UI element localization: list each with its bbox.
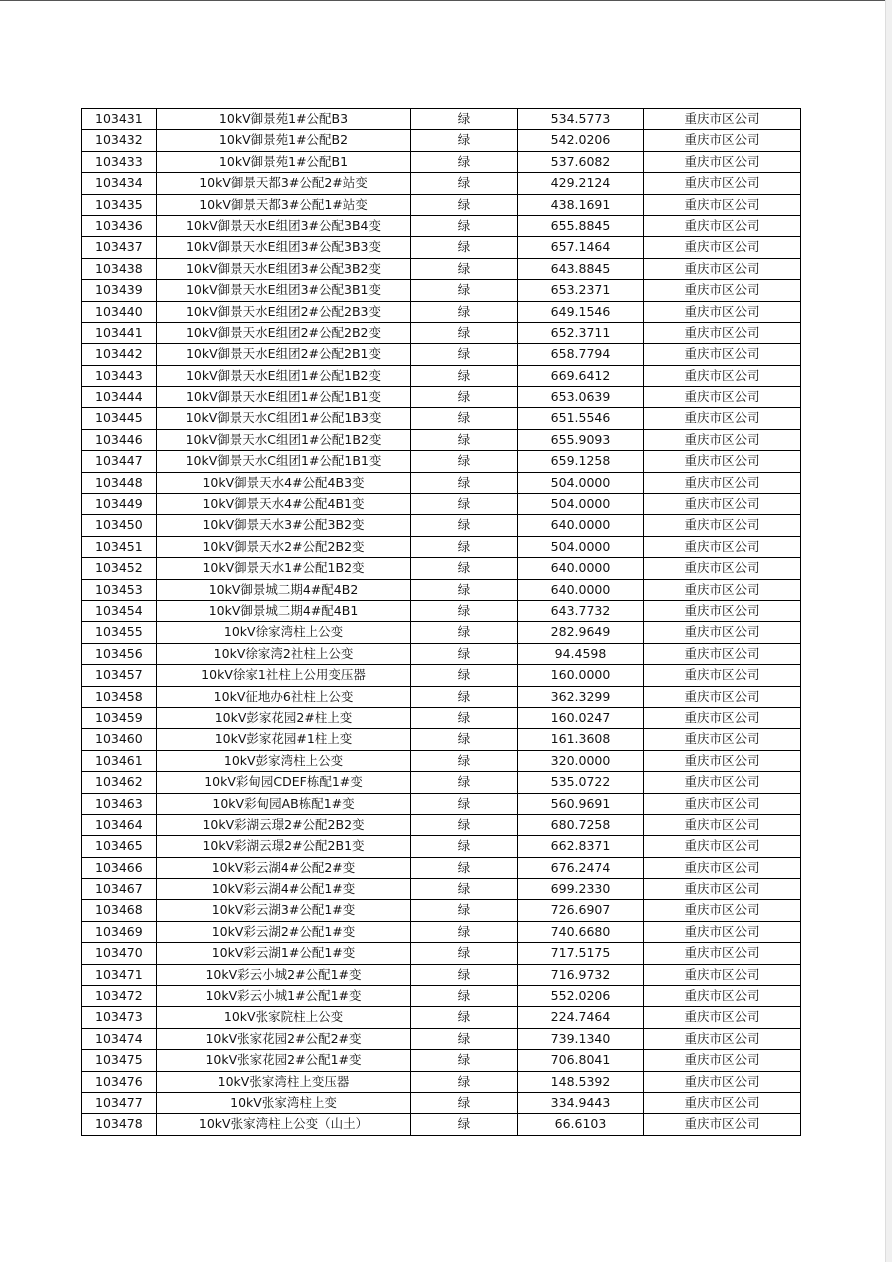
company-name-cell: 重庆市区公司 [644,579,801,600]
company-name-cell: 重庆市区公司 [644,814,801,835]
table-row [82,472,801,493]
capacity-value-cell: 680.7258 [518,814,644,835]
row-id-cell: 103437 [82,237,157,258]
color-grade-cell: 绿 [411,686,518,707]
table-row [82,322,801,343]
row-id-cell: 103447 [82,451,157,472]
transformer-name-cell: 10kV张家湾柱上公变（山土） [157,1114,411,1135]
capacity-value-cell: 717.5175 [518,943,644,964]
capacity-value-cell: 160.0247 [518,707,644,728]
capacity-value-cell: 653.2371 [518,280,644,301]
company-name-cell: 重庆市区公司 [644,558,801,579]
transformer-name-cell: 10kV彭家花园#1柱上变 [157,729,411,750]
table-row [82,686,801,707]
capacity-value-cell: 651.5546 [518,408,644,429]
row-id-cell: 103454 [82,600,157,621]
capacity-value-cell: 652.3711 [518,322,644,343]
capacity-value-cell: 657.1464 [518,237,644,258]
table-row [82,536,801,557]
table-row [82,515,801,536]
company-name-cell: 重庆市区公司 [644,1050,801,1071]
transformer-name-cell: 10kV彩湖云璟2#公配2B1变 [157,836,411,857]
company-name-cell: 重庆市区公司 [644,1007,801,1028]
row-id-cell: 103458 [82,686,157,707]
color-grade-cell: 绿 [411,1114,518,1135]
transformer-name-cell: 10kV彭家花园2#柱上变 [157,707,411,728]
transformer-name-cell: 10kV御景苑1#公配B3 [157,109,411,130]
color-grade-cell: 绿 [411,643,518,664]
transformer-name-cell: 10kV彭家湾柱上公变 [157,750,411,771]
row-id-cell: 103435 [82,194,157,215]
color-grade-cell: 绿 [411,387,518,408]
capacity-value-cell: 148.5392 [518,1071,644,1092]
table-row [82,879,801,900]
company-name-cell: 重庆市区公司 [644,1114,801,1135]
table-row [82,365,801,386]
transformer-name-cell: 10kV御景苑1#公配B2 [157,130,411,151]
company-name-cell: 重庆市区公司 [644,750,801,771]
company-name-cell: 重庆市区公司 [644,707,801,728]
table-row [82,237,801,258]
transformer-name-cell: 10kV彩湖云璟2#公配2B2变 [157,814,411,835]
capacity-value-cell: 643.8845 [518,258,644,279]
transformer-name-cell: 10kV御景苑1#公配B1 [157,151,411,172]
row-id-cell: 103474 [82,1028,157,1049]
row-id-cell: 103433 [82,151,157,172]
transformer-name-cell: 10kV御景天水3#公配3B2变 [157,515,411,536]
company-name-cell: 重庆市区公司 [644,793,801,814]
transformer-name-cell: 10kV御景天水E组团3#公配3B2变 [157,258,411,279]
transformer-name-cell: 10kV彩云湖4#公配2#变 [157,857,411,878]
color-grade-cell: 绿 [411,793,518,814]
row-id-cell: 103436 [82,215,157,236]
row-id-cell: 103471 [82,964,157,985]
capacity-value-cell: 504.0000 [518,536,644,557]
transformer-name-cell: 10kV彩甸园AB栋配1#变 [157,793,411,814]
row-id-cell: 103439 [82,280,157,301]
capacity-value-cell: 640.0000 [518,515,644,536]
color-grade-cell: 绿 [411,879,518,900]
transformer-name-cell: 10kV御景天水E组团1#公配1B1变 [157,387,411,408]
company-name-cell: 重庆市区公司 [644,322,801,343]
row-id-cell: 103462 [82,772,157,793]
table-row [82,943,801,964]
transformer-name-cell: 10kV御景天水E组团2#公配2B2变 [157,322,411,343]
transformer-name-cell: 10kV彩云湖3#公配1#变 [157,900,411,921]
color-grade-cell: 绿 [411,1050,518,1071]
capacity-value-cell: 726.6907 [518,900,644,921]
row-id-cell: 103464 [82,814,157,835]
capacity-value-cell: 224.7464 [518,1007,644,1028]
transformer-name-cell: 10kV御景天水1#公配1B2变 [157,558,411,579]
color-grade-cell: 绿 [411,600,518,621]
company-name-cell: 重庆市区公司 [644,964,801,985]
company-name-cell: 重庆市区公司 [644,301,801,322]
color-grade-cell: 绿 [411,494,518,515]
transformer-name-cell: 10kV徐家1社柱上公用变压器 [157,665,411,686]
color-grade-cell: 绿 [411,814,518,835]
color-grade-cell: 绿 [411,322,518,343]
company-name-cell: 重庆市区公司 [644,1071,801,1092]
company-name-cell: 重庆市区公司 [644,643,801,664]
transformer-name-cell: 10kV御景天水E组团2#公配2B3变 [157,301,411,322]
color-grade-cell: 绿 [411,429,518,450]
table-row [82,579,801,600]
color-grade-cell: 绿 [411,365,518,386]
row-id-cell: 103440 [82,301,157,322]
table-row [82,280,801,301]
row-id-cell: 103455 [82,622,157,643]
table-row [82,301,801,322]
company-name-cell: 重庆市区公司 [644,109,801,130]
table-row [82,665,801,686]
table-row [82,451,801,472]
data-table [81,108,801,1136]
capacity-value-cell: 560.9691 [518,793,644,814]
capacity-value-cell: 66.6103 [518,1114,644,1135]
capacity-value-cell: 659.1258 [518,451,644,472]
capacity-value-cell: 653.0639 [518,387,644,408]
transformer-name-cell: 10kV张家湾柱上变压器 [157,1071,411,1092]
table-row [82,986,801,1007]
color-grade-cell: 绿 [411,515,518,536]
company-name-cell: 重庆市区公司 [644,943,801,964]
row-id-cell: 103470 [82,943,157,964]
company-name-cell: 重庆市区公司 [644,986,801,1007]
table-row [82,429,801,450]
transformer-name-cell: 10kV御景城二期4#配4B1 [157,600,411,621]
color-grade-cell: 绿 [411,151,518,172]
table-row [82,921,801,942]
transformer-name-cell: 10kV御景天水2#公配2B2变 [157,536,411,557]
table-row [82,729,801,750]
color-grade-cell: 绿 [411,536,518,557]
capacity-value-cell: 320.0000 [518,750,644,771]
row-id-cell: 103472 [82,986,157,1007]
row-id-cell: 103442 [82,344,157,365]
capacity-value-cell: 699.2330 [518,879,644,900]
transformer-name-cell: 10kV彩云湖1#公配1#变 [157,943,411,964]
row-id-cell: 103477 [82,1092,157,1113]
table-row [82,408,801,429]
row-id-cell: 103460 [82,729,157,750]
transformer-name-cell: 10kV御景天水C组团1#公配1B2变 [157,429,411,450]
table-row [82,1114,801,1135]
color-grade-cell: 绿 [411,109,518,130]
table-row [82,1092,801,1113]
table-row [82,900,801,921]
table-row [82,194,801,215]
transformer-name-cell: 10kV张家院柱上公变 [157,1007,411,1028]
company-name-cell: 重庆市区公司 [644,365,801,386]
company-name-cell: 重庆市区公司 [644,665,801,686]
row-id-cell: 103444 [82,387,157,408]
transformer-name-cell: 10kV彩云湖4#公配1#变 [157,879,411,900]
color-grade-cell: 绿 [411,964,518,985]
capacity-value-cell: 94.4598 [518,643,644,664]
table-row [82,750,801,771]
table-row [82,494,801,515]
capacity-value-cell: 537.6082 [518,151,644,172]
transformer-name-cell: 10kV御景天水E组团3#公配3B1变 [157,280,411,301]
company-name-cell: 重庆市区公司 [644,408,801,429]
company-name-cell: 重庆市区公司 [644,494,801,515]
color-grade-cell: 绿 [411,194,518,215]
capacity-value-cell: 640.0000 [518,558,644,579]
table-row [82,109,801,130]
row-id-cell: 103446 [82,429,157,450]
color-grade-cell: 绿 [411,408,518,429]
row-id-cell: 103476 [82,1071,157,1092]
row-id-cell: 103438 [82,258,157,279]
transformer-name-cell: 10kV张家花园2#公配2#变 [157,1028,411,1049]
row-id-cell: 103431 [82,109,157,130]
company-name-cell: 重庆市区公司 [644,472,801,493]
company-name-cell: 重庆市区公司 [644,836,801,857]
row-id-cell: 103445 [82,408,157,429]
capacity-value-cell: 706.8041 [518,1050,644,1071]
row-id-cell: 103457 [82,665,157,686]
capacity-value-cell: 160.0000 [518,665,644,686]
transformer-name-cell: 10kV徐家湾柱上公变 [157,622,411,643]
color-grade-cell: 绿 [411,344,518,365]
table-row [82,772,801,793]
table-row [82,707,801,728]
color-grade-cell: 绿 [411,558,518,579]
transformer-name-cell: 10kV张家湾柱上变 [157,1092,411,1113]
table-row [82,130,801,151]
transformer-name-cell: 10kV御景天水E组团2#公配2B1变 [157,344,411,365]
company-name-cell: 重庆市区公司 [644,280,801,301]
transformer-name-cell: 10kV御景天水4#公配4B3变 [157,472,411,493]
capacity-value-cell: 535.0722 [518,772,644,793]
company-name-cell: 重庆市区公司 [644,600,801,621]
company-name-cell: 重庆市区公司 [644,1028,801,1049]
company-name-cell: 重庆市区公司 [644,258,801,279]
company-name-cell: 重庆市区公司 [644,1092,801,1113]
company-name-cell: 重庆市区公司 [644,194,801,215]
row-id-cell: 103473 [82,1007,157,1028]
color-grade-cell: 绿 [411,1007,518,1028]
company-name-cell: 重庆市区公司 [644,151,801,172]
transformer-name-cell: 10kV彩云小城1#公配1#变 [157,986,411,1007]
table-row [82,1007,801,1028]
company-name-cell: 重庆市区公司 [644,130,801,151]
capacity-value-cell: 676.2474 [518,857,644,878]
transformer-name-cell: 10kV御景天都3#公配1#站变 [157,194,411,215]
table-row [82,215,801,236]
transformer-name-cell: 10kV张家花园2#公配1#变 [157,1050,411,1071]
capacity-value-cell: 662.8371 [518,836,644,857]
row-id-cell: 103443 [82,365,157,386]
color-grade-cell: 绿 [411,943,518,964]
company-name-cell: 重庆市区公司 [644,429,801,450]
table-row [82,836,801,857]
color-grade-cell: 绿 [411,451,518,472]
capacity-value-cell: 643.7732 [518,600,644,621]
transformer-name-cell: 10kV彩云湖2#公配1#变 [157,921,411,942]
row-id-cell: 103467 [82,879,157,900]
color-grade-cell: 绿 [411,986,518,1007]
company-name-cell: 重庆市区公司 [644,515,801,536]
row-id-cell: 103466 [82,857,157,878]
company-name-cell: 重庆市区公司 [644,451,801,472]
capacity-value-cell: 640.0000 [518,579,644,600]
company-name-cell: 重庆市区公司 [644,879,801,900]
row-id-cell: 103434 [82,173,157,194]
table-body [82,109,801,1136]
company-name-cell: 重庆市区公司 [644,237,801,258]
color-grade-cell: 绿 [411,1028,518,1049]
table-row [82,857,801,878]
color-grade-cell: 绿 [411,130,518,151]
transformer-name-cell: 10kV御景天都3#公配2#站变 [157,173,411,194]
table-row [82,1050,801,1071]
color-grade-cell: 绿 [411,772,518,793]
color-grade-cell: 绿 [411,665,518,686]
table-row [82,387,801,408]
page-top-border [0,0,892,1]
color-grade-cell: 绿 [411,707,518,728]
row-id-cell: 103453 [82,579,157,600]
row-id-cell: 103468 [82,900,157,921]
capacity-value-cell: 655.8845 [518,215,644,236]
capacity-value-cell: 429.2124 [518,173,644,194]
table-row [82,344,801,365]
capacity-value-cell: 739.1340 [518,1028,644,1049]
company-name-cell: 重庆市区公司 [644,622,801,643]
capacity-value-cell: 655.9093 [518,429,644,450]
table-row [82,622,801,643]
color-grade-cell: 绿 [411,472,518,493]
scrollbar[interactable] [885,0,892,1262]
table-row [82,793,801,814]
capacity-value-cell: 649.1546 [518,301,644,322]
color-grade-cell: 绿 [411,1071,518,1092]
row-id-cell: 103475 [82,1050,157,1071]
capacity-value-cell: 362.3299 [518,686,644,707]
table-row [82,558,801,579]
row-id-cell: 103469 [82,921,157,942]
capacity-value-cell: 282.9649 [518,622,644,643]
company-name-cell: 重庆市区公司 [644,173,801,194]
capacity-value-cell: 438.1691 [518,194,644,215]
color-grade-cell: 绿 [411,579,518,600]
transformer-name-cell: 10kV御景天水E组团3#公配3B4变 [157,215,411,236]
transformer-name-cell: 10kV彩甸园CDEF栋配1#变 [157,772,411,793]
company-name-cell: 重庆市区公司 [644,344,801,365]
row-id-cell: 103456 [82,643,157,664]
row-id-cell: 103461 [82,750,157,771]
transformer-name-cell: 10kV御景天水C组团1#公配1B1变 [157,451,411,472]
company-name-cell: 重庆市区公司 [644,387,801,408]
color-grade-cell: 绿 [411,1092,518,1113]
transformer-name-cell: 10kV御景城二期4#配4B2 [157,579,411,600]
table-row [82,643,801,664]
company-name-cell: 重庆市区公司 [644,686,801,707]
company-name-cell: 重庆市区公司 [644,900,801,921]
table-row [82,814,801,835]
row-id-cell: 103452 [82,558,157,579]
table-row [82,173,801,194]
table-row [82,1071,801,1092]
capacity-value-cell: 542.0206 [518,130,644,151]
company-name-cell: 重庆市区公司 [644,772,801,793]
row-id-cell: 103450 [82,515,157,536]
color-grade-cell: 绿 [411,301,518,322]
capacity-value-cell: 669.6412 [518,365,644,386]
capacity-value-cell: 658.7794 [518,344,644,365]
color-grade-cell: 绿 [411,215,518,236]
company-name-cell: 重庆市区公司 [644,215,801,236]
color-grade-cell: 绿 [411,173,518,194]
row-id-cell: 103432 [82,130,157,151]
transformer-name-cell: 10kV彩云小城2#公配1#变 [157,964,411,985]
transformer-name-cell: 10kV御景天水E组团1#公配1B2变 [157,365,411,386]
capacity-value-cell: 740.6680 [518,921,644,942]
color-grade-cell: 绿 [411,921,518,942]
transformer-name-cell: 10kV征地办6社柱上公变 [157,686,411,707]
table-row [82,1028,801,1049]
row-id-cell: 103451 [82,536,157,557]
row-id-cell: 103465 [82,836,157,857]
table-row [82,600,801,621]
transformer-name-cell: 10kV御景天水E组团3#公配3B3变 [157,237,411,258]
capacity-value-cell: 534.5773 [518,109,644,130]
company-name-cell: 重庆市区公司 [644,921,801,942]
row-id-cell: 103441 [82,322,157,343]
color-grade-cell: 绿 [411,900,518,921]
row-id-cell: 103463 [82,793,157,814]
color-grade-cell: 绿 [411,750,518,771]
color-grade-cell: 绿 [411,280,518,301]
capacity-value-cell: 334.9443 [518,1092,644,1113]
color-grade-cell: 绿 [411,836,518,857]
color-grade-cell: 绿 [411,237,518,258]
color-grade-cell: 绿 [411,857,518,878]
row-id-cell: 103449 [82,494,157,515]
company-name-cell: 重庆市区公司 [644,536,801,557]
table-row [82,964,801,985]
capacity-value-cell: 716.9732 [518,964,644,985]
table-row [82,151,801,172]
row-id-cell: 103478 [82,1114,157,1135]
transformer-name-cell: 10kV御景天水4#公配4B1变 [157,494,411,515]
capacity-value-cell: 504.0000 [518,494,644,515]
capacity-value-cell: 552.0206 [518,986,644,1007]
company-name-cell: 重庆市区公司 [644,857,801,878]
transformer-name-cell: 10kV徐家湾2社柱上公变 [157,643,411,664]
color-grade-cell: 绿 [411,729,518,750]
transformer-name-cell: 10kV御景天水C组团1#公配1B3变 [157,408,411,429]
color-grade-cell: 绿 [411,622,518,643]
capacity-value-cell: 161.3608 [518,729,644,750]
row-id-cell: 103459 [82,707,157,728]
company-name-cell: 重庆市区公司 [644,729,801,750]
capacity-value-cell: 504.0000 [518,472,644,493]
table-row [82,258,801,279]
row-id-cell: 103448 [82,472,157,493]
color-grade-cell: 绿 [411,258,518,279]
